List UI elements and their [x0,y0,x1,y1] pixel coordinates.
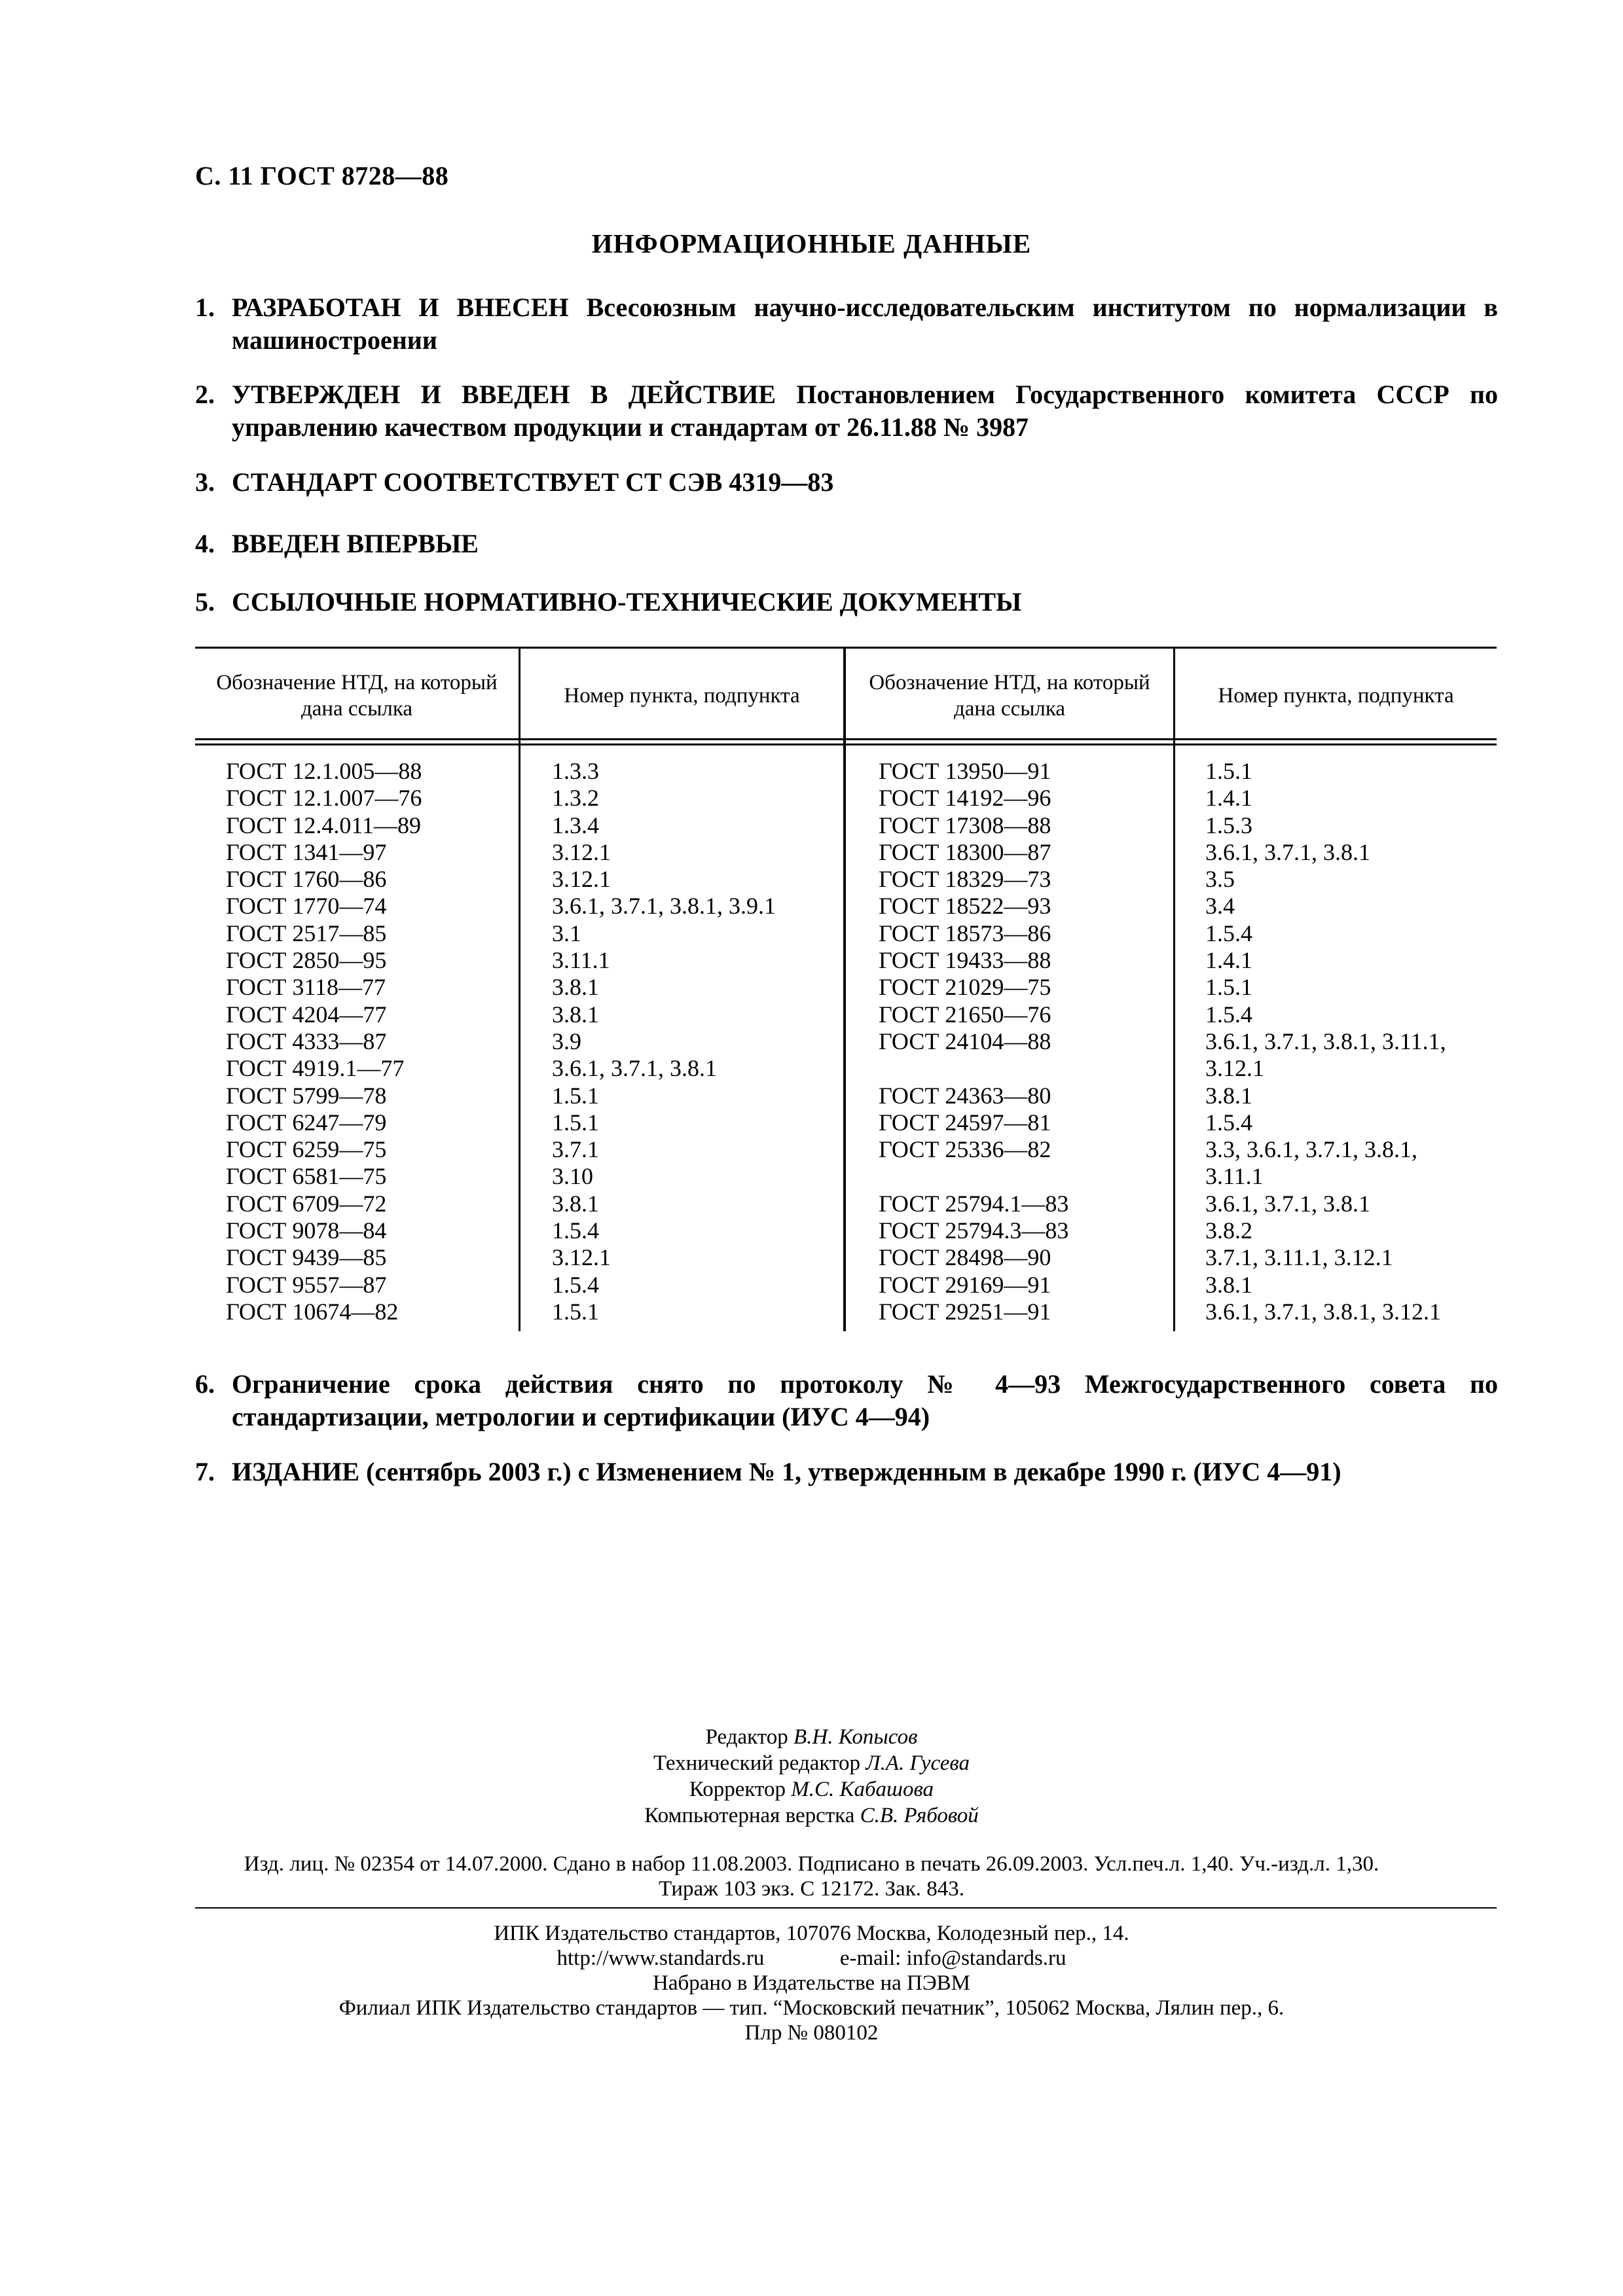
table-cell: ГОСТ 24363—80 [879,1082,1051,1109]
imprint-divider [195,1907,1497,1909]
table-cell: ГОСТ 18329—73 [879,866,1051,893]
table-cell: ГОСТ 12.1.007—76 [226,785,422,812]
table-header-cell: Номер пункта, подпункта [1218,684,1454,708]
table-cell: 1.5.3 [1205,812,1252,838]
item-lead: УТВЕРЖДЕН И ВВЕДЕН В ДЕЙСТВИЕ [232,380,776,409]
table-cell: 1.5.4 [1205,920,1252,946]
table-cell: ГОСТ 12.1.005—88 [226,758,422,784]
imprint-print-run: Тираж 103 экз. С 12172. Зак. 843. [659,1877,964,1901]
imprint-corrector [0,1776,1623,1803]
table-cell: ГОСТ 1770—74 [226,893,387,920]
item-number: 7. [195,1457,215,1486]
item-lead: РАЗРАБОТАН И ВНЕСЕН [232,293,569,322]
table-cell: 3.6.1, 3.7.1, 3.8.1 [1205,1190,1370,1217]
item-text: Всесоюзным научно-исследовательским институтом по нормализации в машиностроении [232,293,1498,355]
table-cell: 3.6.1, 3.7.1, 3.8.1 [552,1055,717,1082]
item-number: 3. [195,467,215,497]
editor-label: Редактор [705,1725,788,1749]
table-cell: ГОСТ 9078—84 [226,1217,387,1244]
table-cell: ГОСТ 17308—88 [879,812,1051,838]
item-number: 6. [195,1369,215,1399]
info-item-2 [195,378,1498,444]
tech-editor-label: Технический редактор [653,1751,860,1775]
table-cell: ГОСТ 25794.1—83 [879,1190,1069,1217]
table-cell: 3.6.1, 3.7.1, 3.8.1, 3.9.1 [552,893,776,920]
table-column-divider [519,647,520,1331]
table-cell: ГОСТ 24104—88 [879,1028,1051,1054]
table-cell: ГОСТ 6247—79 [226,1109,387,1136]
table-cell: ГОСТ 6581—75 [226,1163,387,1190]
table-cell: ГОСТ 12.4.011—89 [226,812,422,838]
item-number: 4. [195,529,215,558]
reference-documents-table [195,647,1497,1331]
table-cell: ГОСТ 4919.1—77 [226,1055,405,1082]
layout-name: С.В. Рябовой [860,1804,979,1827]
table-cell: ГОСТ 6709—72 [226,1190,387,1217]
item-lead: ВВЕДЕН ВПЕРВЫЕ [232,529,479,558]
table-cell: ГОСТ 25336—82 [879,1136,1051,1163]
table-cell [879,1055,1068,1082]
table-cell: ГОСТ 6259—75 [226,1136,387,1163]
table-cell: 1.3.2 [552,785,599,812]
table-column-right-refs [1205,758,1446,1325]
item-number: 2. [195,380,215,409]
page-header: С. 11 ГОСТ 8728—88 [195,161,449,190]
table-cell: ГОСТ 14192—96 [879,785,1051,812]
table-cell: 3.7.1, 3.11.1, 3.12.1 [1205,1244,1393,1271]
table-cell: ГОСТ 2850—95 [226,947,387,974]
table-cell: 3.8.1 [552,974,599,1001]
info-item-1 [195,291,1498,357]
imprint-layout [0,1803,1623,1829]
layout-label: Компьютерная верстка [644,1804,855,1827]
table-cell: 3.7.1 [552,1136,599,1163]
info-item-6 [195,1368,1498,1433]
item-lead: ИЗДАНИЕ (сентябрь 2003 г.) с Изменением № 1, утвержденным в декабре 1990 г. (ИУС 4—91) [232,1457,1341,1486]
table-cell: 1.5.1 [552,1082,599,1109]
item-lead: ССЫЛОЧНЫЕ НОРМАТИВНО-ТЕХНИЧЕСКИЕ ДОКУМЕНТЫ [232,587,1022,617]
table-cell: ГОСТ 9439—85 [226,1244,387,1271]
item-lead: СТАНДАРТ СООТВЕТСТВУЕТ СТ СЭВ 4319—83 [232,467,834,497]
imprint-license: Плр № 080102 [744,2021,879,2045]
info-item-7 [195,1456,1498,1488]
table-cell: ГОСТ 21650—76 [879,1001,1051,1028]
table-header-cell: Номер пункта, подпункта [564,684,800,708]
imprint-publishing-line: Изд. лиц. № 02354 от 14.07.2000. Сдано в набор 11.08.2003. Подписано в печать 26.09.2003. Усл.печ.л. 1,40. Уч.-изд.л. 1,30. [244,1852,1379,1876]
table-cell: 3.8.2 [1205,1217,1252,1244]
corrector-label: Корректор [689,1778,786,1801]
table-cell: 3.4 [1205,893,1235,920]
imprint-tech-editor [0,1750,1623,1776]
table-cell: 3.6.1, 3.7.1, 3.8.1, 3.12.1 [1205,1298,1441,1325]
table-cell: ГОСТ 9557—87 [226,1271,387,1298]
table-cell: ГОСТ 2517—85 [226,920,387,946]
tech-editor-name: Л.А. Гусева [866,1751,970,1775]
table-cell: 1.5.1 [552,1109,599,1136]
table-cell: 3.12.1 [552,838,611,865]
table-cell: 3.8.1 [1205,1271,1252,1298]
table-cell: 3.12.1 [1205,1055,1264,1082]
table-cell: ГОСТ 1341—97 [226,838,387,865]
table-cell: 1.4.1 [1205,785,1252,812]
table-cell: ГОСТ 18300—87 [879,838,1051,865]
table-cell: 3.8.1 [552,1190,599,1217]
imprint-typeset: Набрано в Издательстве на ПЭВМ [653,1971,970,1995]
table-cell: ГОСТ 21029—75 [879,974,1051,1001]
item-lead: Ограничение срока действия снято по протоколу № 4—93 Межгосударственного совета по стандартизации, метрологии и сертификации (ИУС 4—94) [232,1369,1498,1431]
table-header-rule-1 [195,738,1497,740]
table-cell: 1.5.4 [552,1217,599,1244]
table-cell: 3.8.1 [552,1001,599,1028]
table-cell: ГОСТ 1760—86 [226,866,387,893]
info-item-3 [195,466,1498,499]
table-cell: 3.11.1 [552,947,610,974]
table-top-rule [195,647,1497,649]
table-cell: 1.5.1 [552,1298,599,1325]
table-column-divider [1173,647,1175,1331]
imprint-publisher: ИПК Издательство стандартов, 107076 Москва, Колодезный пер., 14. [494,1922,1129,1945]
table-cell: 1.4.1 [1205,947,1252,974]
table-cell: ГОСТ 10674—82 [226,1298,399,1325]
table-cell: ГОСТ 13950—91 [879,758,1051,784]
table-header-rule-2 [195,744,1497,745]
table-cell: 3.12.1 [552,1244,611,1271]
item-number: 1. [195,293,215,322]
table-cell: ГОСТ 18522—93 [879,893,1051,920]
table-cell: 1.3.4 [552,812,599,838]
table-cell [879,1163,1068,1190]
table-cell: ГОСТ 29169—91 [879,1271,1051,1298]
imprint-editor [0,1724,1623,1750]
table-column-right-docs [879,758,1068,1325]
table-cell: 3.6.1, 3.7.1, 3.8.1 [1205,838,1370,865]
info-item-5 [195,586,1498,619]
table-column-left-docs [226,758,422,1325]
table-cell: ГОСТ 19433—88 [879,947,1051,974]
table-cell: 3.10 [552,1163,593,1190]
item-text: Постановлением Государственного комитета СССР по управлению качеством продукции и стандартам от 26.11.88 № 3987 [232,380,1499,442]
table-cell: 3.1 [552,920,581,946]
table-cell: 3.9 [552,1028,581,1054]
imprint-printer: Филиал ИПК Издательство стандартов — тип. “Московский печатник”, 105062 Москва, Лялин пер., 6. [338,1996,1285,2020]
table-column-divider [843,647,846,1331]
table-cell: 3.5 [1205,866,1235,893]
table-cell: 1.5.4 [552,1271,599,1298]
corrector-name: М.С. Кабашова [791,1778,934,1801]
table-cell: 1.5.4 [1205,1109,1252,1136]
table-cell: 1.5.1 [1205,758,1252,784]
item-number: 5. [195,587,215,617]
table-cell: 3.6.1, 3.7.1, 3.8.1, 3.11.1, [1205,1028,1446,1054]
table-cell: ГОСТ 28498—90 [879,1244,1051,1271]
table-cell: 1.3.3 [552,758,599,784]
table-cell: 1.5.4 [1205,1001,1252,1028]
table-cell: 1.5.1 [1205,974,1252,1001]
table-cell: ГОСТ 24597—81 [879,1109,1051,1136]
table-cell: ГОСТ 4333—87 [226,1028,387,1054]
imprint-web-email: http://www.standards.ru e-mail: info@standards.ru [556,1946,1067,1970]
table-cell: 3.12.1 [552,866,611,893]
editor-name: В.Н. Копысов [793,1725,918,1749]
table-cell: ГОСТ 5799—78 [226,1082,387,1109]
table-cell: 3.11.1 [1205,1163,1264,1190]
table-cell: ГОСТ 29251—91 [879,1298,1051,1325]
table-cell: 3.3, 3.6.1, 3.7.1, 3.8.1, [1205,1136,1417,1163]
table-cell: ГОСТ 25794.3—83 [879,1217,1069,1244]
page-title: ИНФОРМАЦИОННЫЕ ДАННЫЕ [591,228,1032,259]
table-column-left-refs [552,758,776,1325]
info-item-4 [195,528,1498,560]
table-cell: ГОСТ 4204—77 [226,1001,387,1028]
table-cell: ГОСТ 18573—86 [879,920,1051,946]
table-header-cell: Обозначение НТД, на который дана ссылка [869,671,1150,721]
table-cell: ГОСТ 3118—77 [226,974,386,1001]
table-header-cell: Обозначение НТД, на который дана ссылка [216,671,498,721]
table-cell: 3.8.1 [1205,1082,1252,1109]
